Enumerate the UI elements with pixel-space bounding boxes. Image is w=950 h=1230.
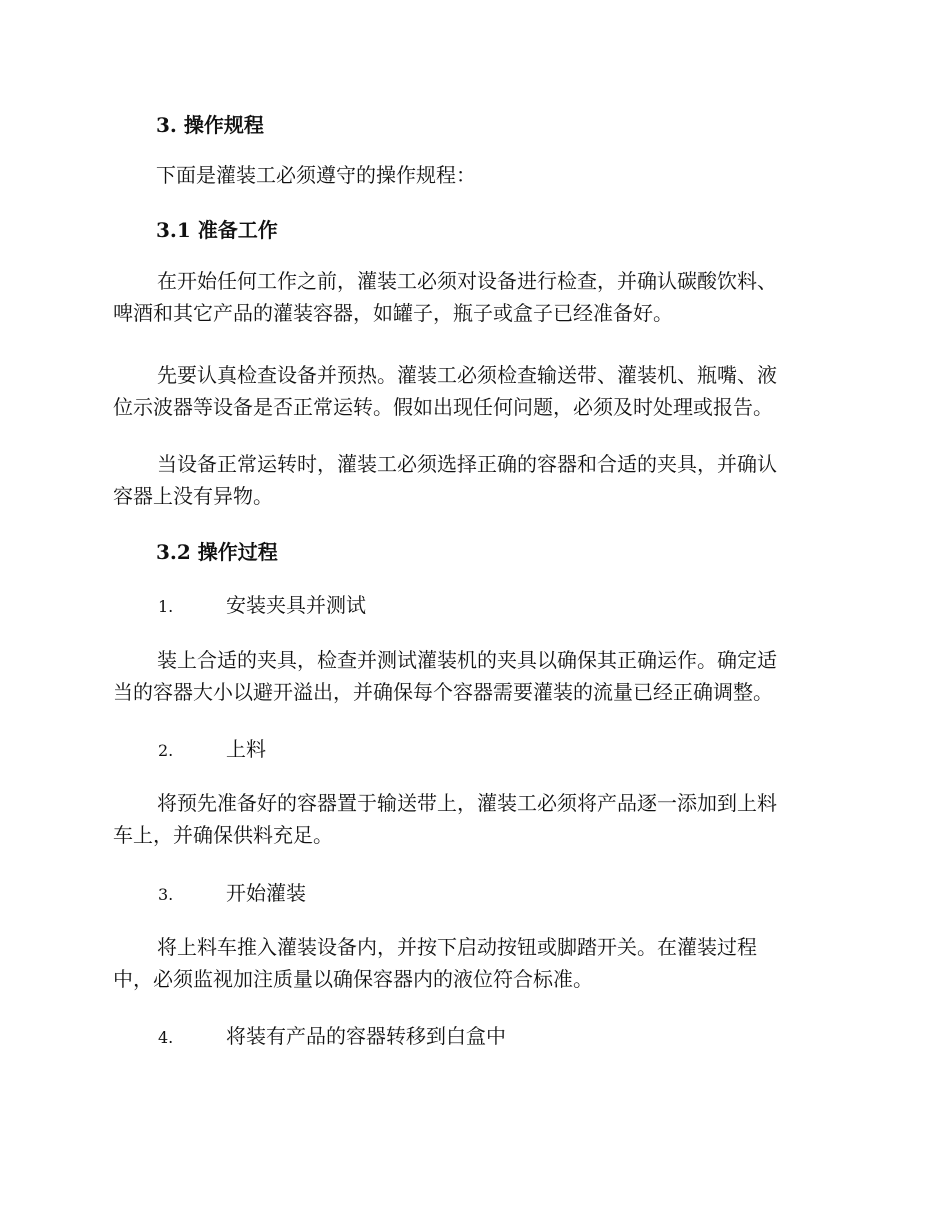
section-3-heading: 3. 操作规程 [156,113,264,137]
paragraph-line: 容器上没有异物。 [113,483,273,508]
list-item-number: 3. [158,885,174,904]
list-item [158,590,366,623]
paragraph [113,449,833,512]
list-item-title: 将装有产品的容器转移到白盒中 [226,1024,506,1048]
section-3-intro: 下面是灌装工必须遵守的操作规程： [156,163,476,187]
section-3-2-heading: 3.2 操作过程 [156,540,278,564]
list-item-number: 2. [158,741,174,760]
paragraph [113,932,833,995]
paragraph-line: 将上料车推入灌装设备内，并按下启动按钮或脚踏开关。在灌装过程 [157,935,757,959]
paragraph-line: 装上合适的夹具，检查并测试灌装机的夹具以确保其正确运作。确定适 [157,648,777,672]
paragraph-line: 在开始任何工作之前，灌装工必须对设备进行检查，并确认碳酸饮料、 [157,269,777,293]
paragraph [113,266,833,329]
list-item [158,734,266,767]
list-item-number: 4. [158,1028,174,1047]
paragraph-line: 位示波器等设备是否正常运转。假如出现任何问题，必须及时处理或报告。 [113,394,773,419]
paragraph-line: 当设备正常运转时，灌装工必须选择正确的容器和合适的夹具，并确认 [157,452,777,476]
paragraph [113,788,833,851]
paragraph-line: 车上，并确保供料充足。 [113,822,333,847]
paragraph-line: 当的容器大小以避开溢出，并确保每个容器需要灌装的流量已经正确调整。 [113,679,773,704]
list-item [158,878,306,911]
paragraph [113,645,833,708]
section-3-1-heading: 3.1 准备工作 [156,218,278,242]
list-item-title: 开始灌装 [226,881,306,905]
list-item-title: 上料 [226,737,266,761]
list-item [158,1021,506,1054]
paragraph-line: 将预先准备好的容器置于输送带上，灌装工必须将产品逐一添加到上料 [157,791,777,815]
paragraph-line: 啤酒和其它产品的灌装容器，如罐子，瓶子或盒子已经准备好。 [113,300,673,325]
paragraph [113,360,833,423]
paragraph-line: 中，必须监视加注质量以确保容器内的液位符合标准。 [113,966,593,991]
paragraph-line: 先要认真检查设备并预热。灌装工必须检查输送带、灌装机、瓶嘴、液 [157,363,777,387]
list-item-title: 安装夹具并测试 [226,593,366,617]
list-item-number: 1. [158,597,174,616]
